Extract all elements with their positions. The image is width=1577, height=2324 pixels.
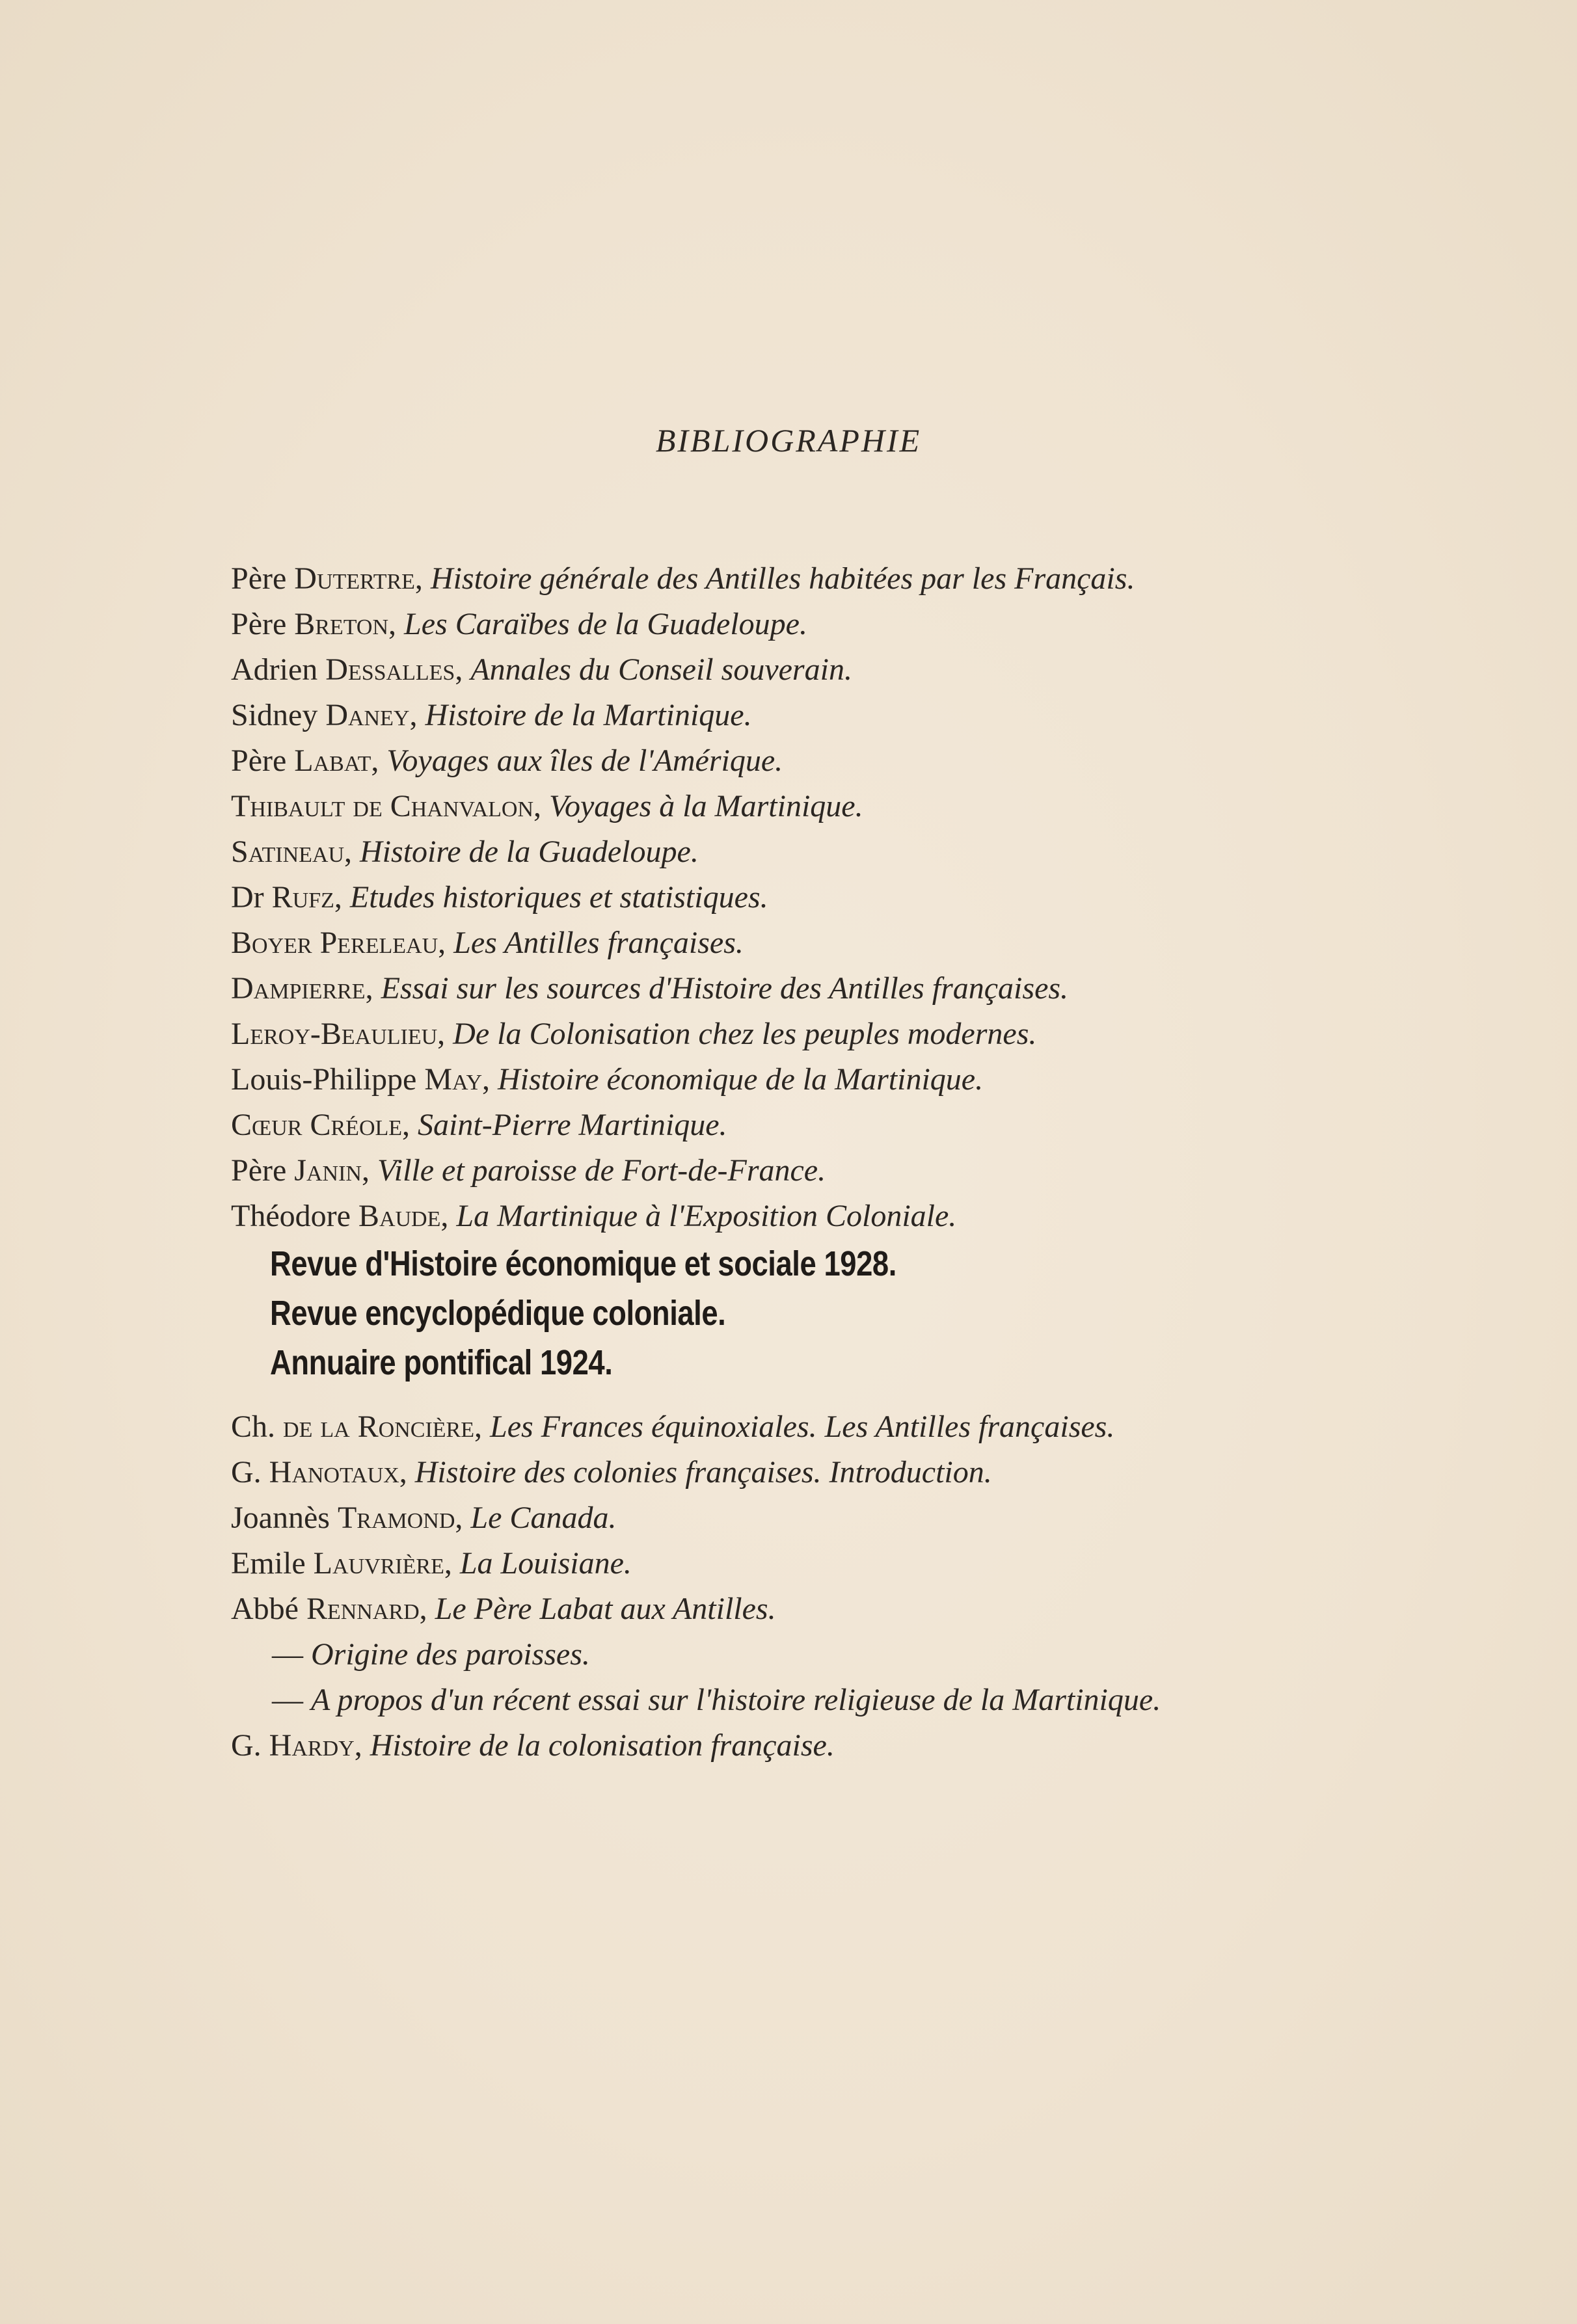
entry-prefix: Abbé xyxy=(231,1592,306,1626)
entry-prefix: Joannès xyxy=(231,1501,338,1535)
entry-prefix: Adrien xyxy=(231,652,326,687)
periodical-entry: Annuaire pontifical 1924. xyxy=(270,1343,613,1382)
entry-work: Les Antilles françaises. xyxy=(453,926,744,960)
entry-separator: , xyxy=(455,652,471,687)
bibliography-entry xyxy=(231,829,1220,875)
entry-separator: , xyxy=(402,1108,418,1142)
bibliography-entry xyxy=(231,556,1220,602)
entry-separator: , xyxy=(365,971,381,1006)
bibliography-entry xyxy=(231,875,1220,920)
page-title: BIBLIOGRAPHIE xyxy=(655,422,922,459)
entry-author: May xyxy=(424,1062,482,1097)
entry-author: Daney xyxy=(325,698,410,732)
bibliography-entry xyxy=(231,1450,1220,1495)
entry-separator: , xyxy=(354,1728,370,1763)
entry-author: Rennard xyxy=(306,1592,420,1626)
entry-author: Hanotaux xyxy=(269,1455,399,1489)
entry-separator: , xyxy=(344,835,360,869)
bibliography-entry xyxy=(231,1495,1220,1541)
entry-author: Cœur Créole xyxy=(231,1108,403,1142)
entry-work: Histoire de la colonisation française. xyxy=(370,1728,835,1763)
entry-work: Saint-Pierre Martinique. xyxy=(418,1108,727,1142)
entry-author: Dampierre xyxy=(231,971,366,1006)
entry-prefix: G. xyxy=(231,1728,269,1763)
entry-author: Rufz xyxy=(271,880,334,915)
entry-separator: , xyxy=(533,789,549,823)
bibliography-entry xyxy=(231,1586,1220,1632)
bibliography-entry xyxy=(231,1194,1220,1239)
entry-work: Histoire de la Martinique. xyxy=(425,698,752,732)
entry-separator: , xyxy=(414,561,431,596)
entry-work: De la Colonisation chez les peuples modernes. xyxy=(453,1017,1037,1051)
entry-work: Histoire économique de la Martinique. xyxy=(498,1062,984,1097)
entry-prefix: Sidney xyxy=(231,698,326,732)
bibliography-entry xyxy=(231,1057,1220,1102)
subentry-dash: — xyxy=(272,1683,311,1717)
bibliography-entry xyxy=(231,1723,1220,1769)
entry-separator: , xyxy=(409,698,425,732)
entry-prefix: Dr xyxy=(231,880,272,915)
entry-work: Les Frances équinoxiales. Les Antilles françaises. xyxy=(490,1409,1115,1444)
entry-separator: , xyxy=(474,1409,490,1444)
periodical-entry: Revue d'Histoire économique et sociale 1928. xyxy=(270,1244,896,1283)
entry-separator: , xyxy=(437,1017,453,1051)
entry-separator: , xyxy=(438,926,454,960)
entry-author: Labat xyxy=(294,743,371,778)
entry-prefix: Théodore xyxy=(231,1199,358,1233)
bibliography-subentry xyxy=(231,1632,1220,1677)
entry-work: Le Père Labat aux Antilles. xyxy=(435,1592,776,1626)
entry-prefix: Emile xyxy=(231,1546,314,1581)
entry-author: Baude xyxy=(358,1199,441,1233)
entry-prefix: Père xyxy=(231,607,295,641)
subentry-work: Origine des paroisses. xyxy=(311,1637,590,1672)
entry-prefix: Louis-Philippe xyxy=(231,1062,425,1097)
bibliography-entry xyxy=(231,1011,1220,1057)
entry-prefix: Père xyxy=(231,561,295,596)
bibliography-list xyxy=(231,556,1220,1769)
entry-work: Essai sur les sources d'Histoire des Antilles françaises. xyxy=(381,971,1069,1006)
entry-separator: , xyxy=(371,743,387,778)
entry-separator: , xyxy=(361,1153,377,1188)
entry-separator: , xyxy=(419,1592,435,1626)
entry-author: de la Roncière xyxy=(283,1409,474,1444)
entry-prefix: Ch. xyxy=(231,1409,284,1444)
entry-work: La Louisiane. xyxy=(459,1546,632,1581)
bibliography-entry xyxy=(231,647,1220,693)
entry-prefix: G. xyxy=(231,1455,269,1489)
entry-author: Tramond xyxy=(337,1501,455,1535)
bibliography-entry xyxy=(231,1102,1220,1148)
entry-author: Satineau xyxy=(231,835,345,869)
entry-separator: , xyxy=(455,1501,471,1535)
bibliography-entry xyxy=(231,966,1220,1011)
entry-work: Les Caraïbes de la Guadeloupe. xyxy=(404,607,807,641)
entry-separator: , xyxy=(399,1455,415,1489)
entry-work: Voyages aux îles de l'Amérique. xyxy=(386,743,783,778)
entry-work: Le Canada. xyxy=(470,1501,617,1535)
entry-work: Annales du Conseil souverain. xyxy=(470,652,852,687)
entry-prefix: Père xyxy=(231,743,295,778)
entry-work: Histoire des colonies françaises. Introduction. xyxy=(414,1455,992,1489)
entry-author: Lauvrière xyxy=(313,1546,444,1581)
entry-separator: , xyxy=(388,607,405,641)
bibliography-entry xyxy=(231,693,1220,738)
entry-work: La Martinique à l'Exposition Coloniale. xyxy=(456,1199,957,1233)
entry-author: Hardy xyxy=(269,1728,355,1763)
entry-author: Dessalles xyxy=(325,652,455,687)
entry-work: Histoire générale des Antilles habitées par les Français. xyxy=(430,561,1135,596)
periodicals-block xyxy=(231,1239,1220,1387)
entry-work: Histoire de la Guadeloupe. xyxy=(360,835,699,869)
bibliography-entry xyxy=(231,1541,1220,1586)
bibliography-entry xyxy=(231,1148,1220,1194)
entry-separator: , xyxy=(440,1199,457,1233)
entry-author: Dutertre xyxy=(294,561,415,596)
entry-separator: , xyxy=(444,1546,460,1581)
entry-author: Breton xyxy=(294,607,389,641)
entry-work: Voyages à la Martinique. xyxy=(549,789,863,823)
entry-author: Janin xyxy=(294,1153,362,1188)
entry-prefix: Père xyxy=(231,1153,295,1188)
entry-separator: , xyxy=(334,880,350,915)
bibliography-entry xyxy=(231,920,1220,966)
entry-work: Etudes historiques et statistiques. xyxy=(349,880,768,915)
bibliography-entry xyxy=(231,602,1220,647)
periodical-entry: Revue encyclopédique coloniale. xyxy=(270,1294,726,1333)
bibliography-entry xyxy=(231,784,1220,829)
bibliography-entry xyxy=(231,1404,1220,1450)
entry-work: Ville et paroisse de Fort-de-France. xyxy=(377,1153,826,1188)
entry-separator: , xyxy=(482,1062,498,1097)
bibliography-entry xyxy=(231,738,1220,784)
entry-author: Boyer Pereleau xyxy=(231,926,438,960)
entry-author: Leroy-Beaulieu xyxy=(231,1017,438,1051)
bibliography-subentry xyxy=(231,1677,1220,1723)
subentry-work: A propos d'un récent essai sur l'histoire religieuse de la Martinique. xyxy=(311,1683,1161,1717)
entry-author: Thibault de Chanvalon xyxy=(231,789,533,823)
subentry-dash: — xyxy=(272,1637,311,1672)
